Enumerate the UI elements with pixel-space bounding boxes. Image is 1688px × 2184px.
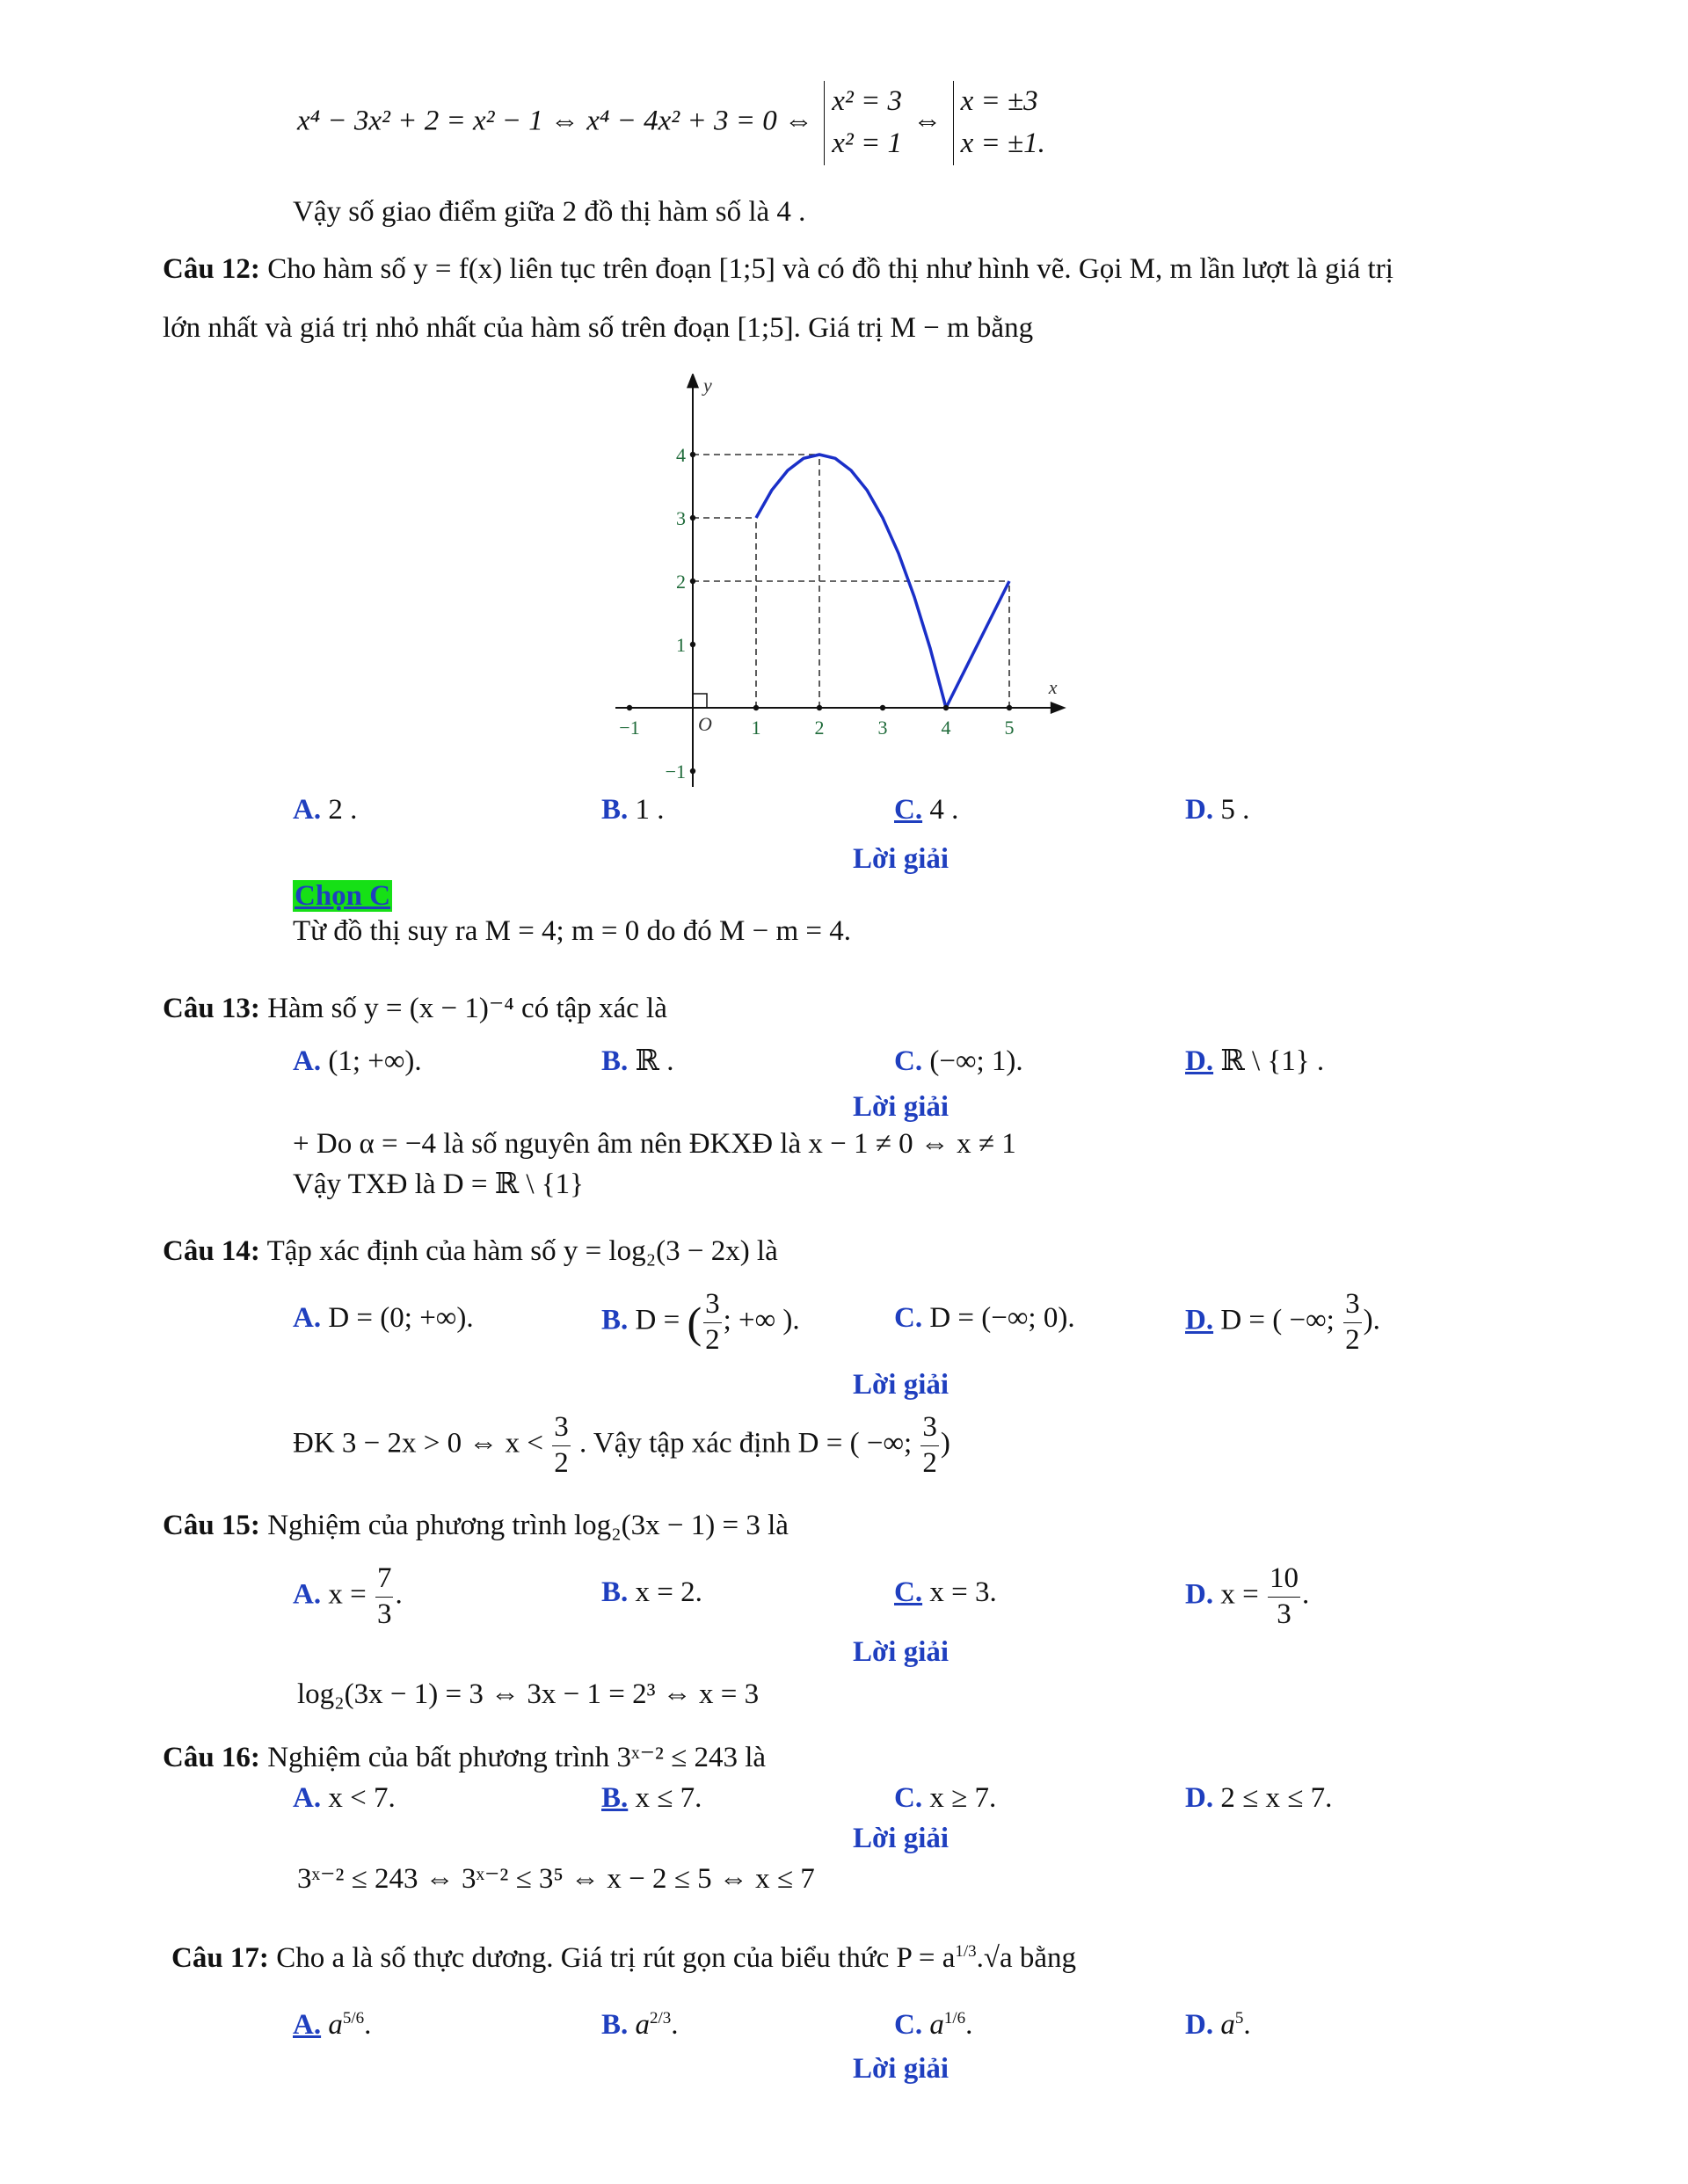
q14-option-a-label: A. [293,1302,322,1334]
q15-option-b[interactable] [601,1576,702,1611]
y-tick-label: 1 [676,634,686,656]
q14-option-d-num: 3 [1343,1287,1362,1323]
y-tick-label: 3 [676,507,686,529]
q15-option-c-text: x = 3. [929,1576,997,1608]
case-system-1 [824,81,902,165]
q17-option-d[interactable] [1185,2008,1251,2043]
q14-option-a[interactable] [293,1301,474,1336]
q16-solution: 3ˣ⁻² ≤ 243 ⇔ 3ˣ⁻² ≤ 3⁵ ⇔ x − 2 ≤ 5 ⇔ x ≤ 7 [297,1863,815,1895]
q14-solution-num2: 3 [920,1410,939,1446]
q17-option-c-base: a [929,2009,944,2041]
y-tick-mark [690,452,695,457]
q13-option-a-text: (1; +∞). [328,1045,422,1077]
q13-option-c[interactable] [894,1045,1023,1080]
q14-option-b-num: 3 [703,1287,722,1323]
q16-option-a-text: x < 7. [328,1782,396,1814]
q17-option-d-base: a [1220,2009,1235,2041]
q17-option-b[interactable] [601,2008,679,2043]
y-tick-mark [690,515,695,521]
q14-solution [293,1410,950,1481]
q14-option-b-post: ; +∞ ). [723,1304,800,1336]
q14-option-d[interactable] [1185,1287,1380,1358]
x-tick-mark [880,705,885,710]
q12-stem-line1: Cho hàm số y = f(x) liên tục trên đoạn [1;5] và có đồ thị như hình vẽ. Gọi M, m lần lượt là giá trị [267,253,1393,285]
q12-option-a-label: A. [293,794,322,826]
q15-option-d-num: 10 [1268,1562,1300,1598]
q15-option-d-pre: x = [1220,1578,1259,1611]
q14-option-b-pre: D = [635,1304,680,1336]
origin-label: O [698,713,712,735]
q14-solution-mid: . Vậy tập xác định D = ( −∞; [579,1427,913,1460]
q14-solution-fraction2 [920,1410,939,1481]
q15-option-d-den: 3 [1277,1598,1291,1630]
q15-label: Câu 15: [163,1510,260,1541]
y-tick-mark [690,579,695,584]
q13-label: Câu 13: [163,993,260,1024]
q12-label: Câu 12: [163,253,260,285]
top-equation [297,81,1049,165]
x-tick-label: 1 [751,717,761,739]
q17-option-b-exp: 2/3 [650,2009,672,2027]
q14-solution-post: ) [940,1427,950,1460]
q17-option-b-post: . [671,2009,679,2041]
q12-option-b[interactable] [601,793,665,828]
q17-stem-post: .√a bằng [976,1942,1077,1974]
q13-solution-line2: Vậy TXĐ là D = ℝ \ {1} [293,1168,584,1200]
q14-option-b-label: B. [601,1304,629,1336]
q14-option-b[interactable] [601,1287,800,1358]
q14-option-b-paren: ( [687,1298,702,1348]
x-tick-label: 2 [814,717,825,739]
y-axis-arrow [687,374,699,388]
q17-stem [171,1941,1076,1977]
q13-option-a[interactable] [293,1045,422,1080]
q17-option-b-label: B. [601,2009,629,2041]
x-tick-label: −1 [619,717,640,739]
y-tick-label: 4 [676,444,686,466]
x-tick-mark [753,705,759,710]
q15-stem-text: Nghiệm của phương trình log₂(3x − 1) = 3 là [267,1510,789,1541]
x-tick-mark [943,705,949,710]
q17-stem-pre: Cho a là số thực dương. Giá trị rút gọn của biểu thức P = a [276,1942,956,1974]
q16-option-c-label: C. [894,1782,923,1814]
q14-label: Câu 14: [163,1235,260,1267]
x-tick-mark [627,705,632,710]
q15-option-c[interactable] [894,1576,997,1611]
q12-explanation: Từ đồ thị suy ra M = 4; m = 0 do đó M − m = 4. [293,915,851,947]
q16-stem-text: Nghiệm của bất phương trình 3ˣ⁻² ≤ 243 là [267,1742,767,1773]
q14-solution-pre: ĐK 3 − 2x > 0 ⇔ x < [293,1427,543,1460]
q13-solution-line1: + Do α = −4 là số nguyên âm nên ĐKXĐ là x − 1 ≠ 0 ⇔ x ≠ 1 [293,1128,1016,1160]
q13-option-c-text: (−∞; 1). [929,1045,1023,1077]
q14-option-c-text: D = (−∞; 0). [929,1302,1075,1334]
q13-option-d-text: ℝ \ {1} . [1220,1045,1325,1077]
top-conclusion: Vậy số giao điểm giữa 2 đồ thị hàm số là 4 . [293,196,806,228]
q12-solution-title: Lời giải [853,843,950,875]
q16-option-d-label: D. [1185,1782,1214,1814]
case-1b: x² = 1 [832,127,903,159]
q15-option-d-label: D. [1185,1578,1214,1611]
x-tick-mark [1007,705,1012,710]
q14-option-d-pre: D = ( −∞; [1220,1304,1335,1336]
q14-option-c-label: C. [894,1302,923,1334]
q12-option-b-text: 1 . [635,794,665,826]
q17-option-a-post: . [364,2009,372,2041]
q15-option-a-fraction [375,1562,394,1632]
q17-stem-exp: 1/3 [955,1942,977,1961]
q12-option-b-label: B. [601,794,629,826]
q15-option-a-den: 3 [376,1598,392,1630]
q15-option-d-post: . [1301,1578,1310,1611]
q13-option-a-label: A. [293,1045,322,1077]
q12-option-d[interactable] [1185,793,1249,828]
q14-option-d-den: 2 [1345,1323,1360,1356]
q16-solution-title: Lời giải [853,1823,950,1854]
q16-option-b-label: B. [601,1782,629,1814]
case-2a: x = ±3 [960,85,1038,117]
q13-option-d-label: D. [1185,1045,1214,1077]
q16-option-d-text: 2 ≤ x ≤ 7. [1220,1782,1333,1814]
q17-option-d-exp: 5 [1234,2009,1244,2027]
y-tick-mark [690,642,695,647]
q14-option-c[interactable] [894,1301,1075,1336]
curve-series-2 [946,581,1009,708]
q15-option-d-fraction [1268,1562,1300,1632]
q16-option-c[interactable] [894,1781,996,1816]
case-1a: x² = 3 [832,85,903,117]
equation-text: x⁴ − 3x² + 2 = x² − 1 ⇔ x⁴ − 4x² + 3 = 0 ⇔ [297,105,813,137]
q13-option-b[interactable] [601,1045,673,1080]
q13-option-c-label: C. [894,1045,923,1077]
q12-choice-badge: Chọn C [295,880,391,912]
x-tick-label: 5 [1004,717,1015,739]
q12-option-c-text: 4 . [929,794,959,826]
x-tick-mark [817,705,822,710]
q17-option-c-exp: 1/6 [943,2009,966,2027]
q14-option-d-label: D. [1185,1304,1214,1336]
right-angle-mark [693,694,707,708]
q17-option-b-base: a [635,2009,651,2041]
q15-option-b-label: B. [601,1576,629,1608]
y-tick-label: 2 [676,571,686,593]
q16-option-b-text: x ≤ 7. [635,1782,702,1814]
graph-guides [693,455,1009,708]
q15-option-b-text: x = 2. [635,1576,702,1608]
q12-option-c-label: C. [894,794,923,826]
q16-option-c-text: x ≥ 7. [929,1782,997,1814]
q12-option-c[interactable] [894,793,958,828]
q17-option-c-label: C. [894,2009,923,2041]
q15-option-a[interactable] [293,1562,403,1632]
q14-option-d-post: ). [1363,1304,1380,1336]
q17-label: Câu 17: [171,1942,269,1974]
q14-solution-fraction1 [552,1410,571,1481]
q17-solution-title: Lời giải [853,2053,950,2085]
q12-line1 [163,252,1393,288]
q13-stem [163,992,667,1027]
q17-option-a-base: a [328,2009,343,2041]
x-tick-label: 3 [877,717,888,739]
q14-solution-num1: 3 [552,1410,571,1446]
y-tick-mark [690,768,695,774]
q12-line2: lớn nhất và giá trị nhỏ nhất của hàm số trên đoạn [1;5]. Giá trị M − m bằng [163,312,1034,344]
q16-option-a[interactable] [293,1781,396,1816]
q14-solution-den1: 2 [554,1446,569,1479]
case-system-2 [953,81,1045,165]
q15-stem [163,1509,789,1544]
q15-option-a-pre: x = [328,1578,367,1611]
q15-option-a-post: . [395,1578,403,1611]
q16-option-a-label: A. [293,1782,322,1814]
q17-option-c-post: . [965,2009,973,2041]
q14-option-b-den: 2 [705,1323,720,1356]
q17-option-a[interactable] [293,2008,371,2043]
q12-choice [293,879,392,914]
q13-option-d[interactable] [1185,1045,1324,1080]
q17-option-d-post: . [1243,2009,1251,2041]
q15-solution-title: Lời giải [853,1636,950,1668]
equivalence-arrow: ⇔ [913,105,942,137]
q17-option-d-label: D. [1185,2009,1214,2041]
q16-stem [163,1741,766,1776]
x-axis-label: x [1048,676,1058,698]
q13-solution-title: Lời giải [853,1091,950,1123]
function-graph [598,374,1081,787]
q16-label: Câu 16: [163,1742,260,1773]
q14-option-a-text: D = (0; +∞). [328,1302,474,1334]
q17-option-a-label: A. [293,2009,322,2041]
q12-option-a-text: 2 . [328,794,358,826]
y-axis-label: y [703,374,712,397]
y-tick-label: −1 [665,761,686,783]
q17-option-a-exp: 5/6 [342,2009,365,2027]
case-2b: x = ±1. [960,127,1045,159]
q13-option-b-text: ℝ . [635,1045,674,1077]
q15-option-c-label: C. [894,1576,923,1608]
q12-option-a[interactable] [293,793,357,828]
q13-stem-text: Hàm số y = (x − 1)⁻⁴ có tập xác là [267,993,667,1024]
graph-ticks [619,444,1014,783]
q15-solution: log₂(3x − 1) = 3 ⇔ 3x − 1 = 2³ ⇔ x = 3 [297,1678,760,1710]
x-axis-arrow [1051,702,1066,714]
q15-option-a-label: A. [293,1578,322,1611]
q12-option-d-text: 5 . [1220,794,1250,826]
x-tick-label: 4 [941,717,951,739]
q12-option-d-label: D. [1185,794,1214,826]
q16-option-d[interactable] [1185,1781,1332,1816]
q16-option-b[interactable] [601,1781,702,1816]
q14-option-b-fraction [703,1287,722,1358]
q14-solution-den2: 2 [922,1446,937,1479]
q15-option-d[interactable] [1185,1562,1309,1632]
q14-option-d-fraction [1343,1287,1362,1358]
q15-option-a-num: 7 [375,1562,394,1598]
q13-option-b-label: B. [601,1045,629,1077]
q17-option-c[interactable] [894,2008,972,2043]
q14-stem [163,1234,778,1270]
q14-solution-title: Lời giải [853,1369,950,1401]
q14-stem-text: Tập xác định của hàm số y = log₂(3 − 2x) là [266,1235,778,1267]
